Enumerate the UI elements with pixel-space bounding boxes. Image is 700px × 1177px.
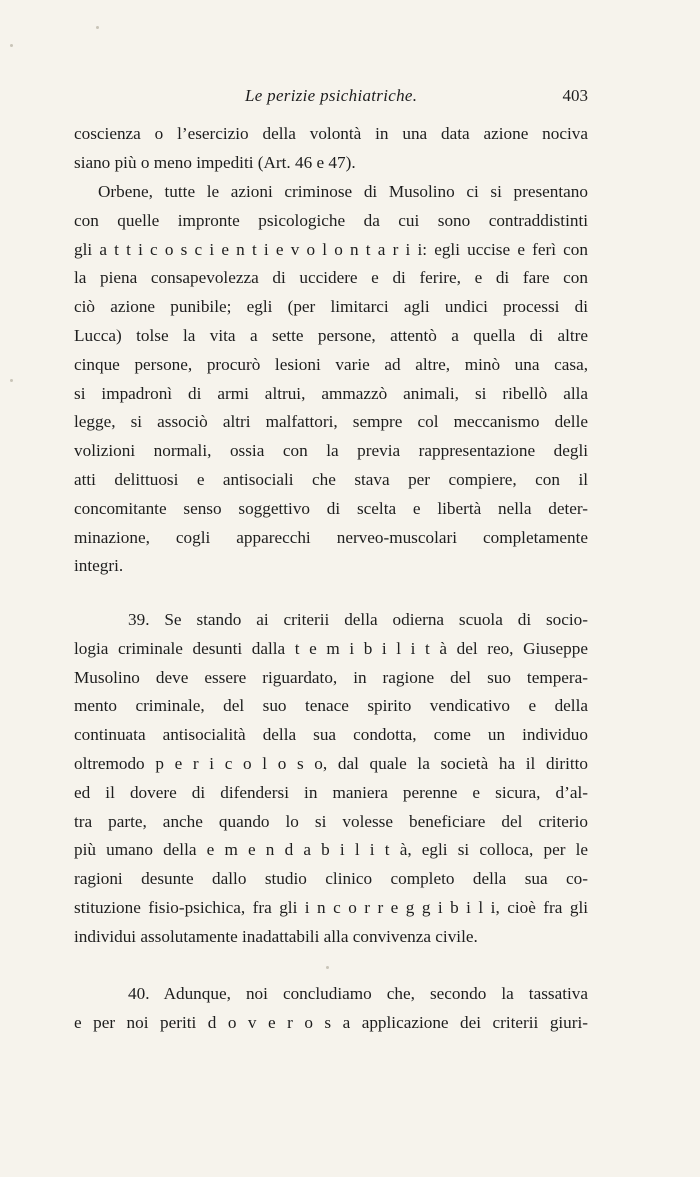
text-line: volizioni normali, ossia con la previa rappresentazione degli — [74, 441, 588, 461]
text-line: gli a t t i c o s c i e n t i e v o l o n t a r i i: egli uccise e ferì con — [74, 239, 588, 259]
text-line: logia criminale desunti dalla t e m i b i l i t à del reo, Giuseppe — [74, 638, 588, 658]
text-line: tra parte, anche quando lo si volesse beneficiare del criterio — [74, 811, 588, 831]
text-line: più umano della e m e n d a b i l i t à, egli si colloca, per le — [74, 840, 588, 860]
paper-speck — [10, 44, 13, 47]
text-line: ed il dovere di difendersi in maniera perenne e sicura, d’al- — [74, 782, 588, 802]
text-line: ciò azione punibile; egli (per limitarci agli undici processi di — [74, 297, 588, 317]
text-line: legge, si associò altri malfattori, sempre col meccanismo delle — [74, 412, 588, 432]
text-line: con quelle impronte psicologiche da cui sono contraddistinti — [74, 210, 588, 230]
text-line: Orbene, tutte le azioni criminose di Musolino ci si presentano — [98, 182, 588, 201]
text-line: e per noi periti d o v e r o s a applicazione dei criterii giuri- — [74, 1012, 588, 1032]
text-line: minazione, cogli apparecchi nerveo-muscolari completamente — [74, 527, 588, 547]
text-line: atti delittuosi e antisociali che stava per compiere, con il — [74, 469, 588, 489]
paper-speck — [10, 379, 13, 382]
text-line: la piena consapevolezza di uccidere e di ferire, e di fare con — [74, 268, 588, 288]
text-line: siano più o meno impediti (Art. 46 e 47). — [74, 152, 356, 172]
paragraph-39 — [74, 606, 588, 952]
text-line: mento criminale, del suo tenace spirito vendicativo e della — [74, 696, 588, 716]
paragraph-continuation — [74, 120, 588, 178]
text-line: si impadronì di armi altrui, ammazzò animali, si ribellò alla — [74, 383, 588, 403]
text-line: individui assolutamente inadattabili alla convivenza civile. — [74, 926, 478, 946]
paper-speck — [326, 966, 329, 969]
text-line: 40. Adunque, noi concludiamo che, secondo la tassativa — [128, 984, 588, 1003]
page-header — [74, 86, 588, 110]
paper-speck — [96, 26, 99, 29]
text-line: integri. — [74, 556, 124, 576]
text-line: cinque persone, procurò lesioni varie ad altre, minò una casa, — [74, 354, 588, 374]
text-line: concomitante senso soggettivo di scelta e libertà nella deter- — [74, 498, 588, 518]
text-line: Musolino deve essere riguardato, in ragione del suo tempera- — [74, 667, 588, 687]
text-line: stituzione fisio-psichica, fra gli i n c o r r e g g i b i l i, cioè fra gli — [74, 897, 588, 917]
text-line: coscienza o l’esercizio della volontà in una data azione nociva — [74, 124, 588, 143]
text-line: Lucca) tolse la vita a sette persone, attentò a quella di altre — [74, 325, 588, 345]
paragraph-40 — [74, 980, 588, 1038]
text-line: ragioni desunte dallo studio clinico completo della sua co- — [74, 869, 588, 889]
running-title: Le perizie psichiatriche. — [245, 86, 418, 105]
paragraph-orbene — [74, 178, 588, 581]
text-line: continuata antisocialità della sua condotta, come un individuo — [74, 725, 588, 745]
text-line: 39. Se stando ai criterii della odierna scuola di socio- — [128, 610, 588, 629]
text-line: oltremodo p e r i c o l o s o, dal quale la società ha il diritto — [74, 753, 588, 773]
page-number: 403 — [562, 86, 588, 105]
